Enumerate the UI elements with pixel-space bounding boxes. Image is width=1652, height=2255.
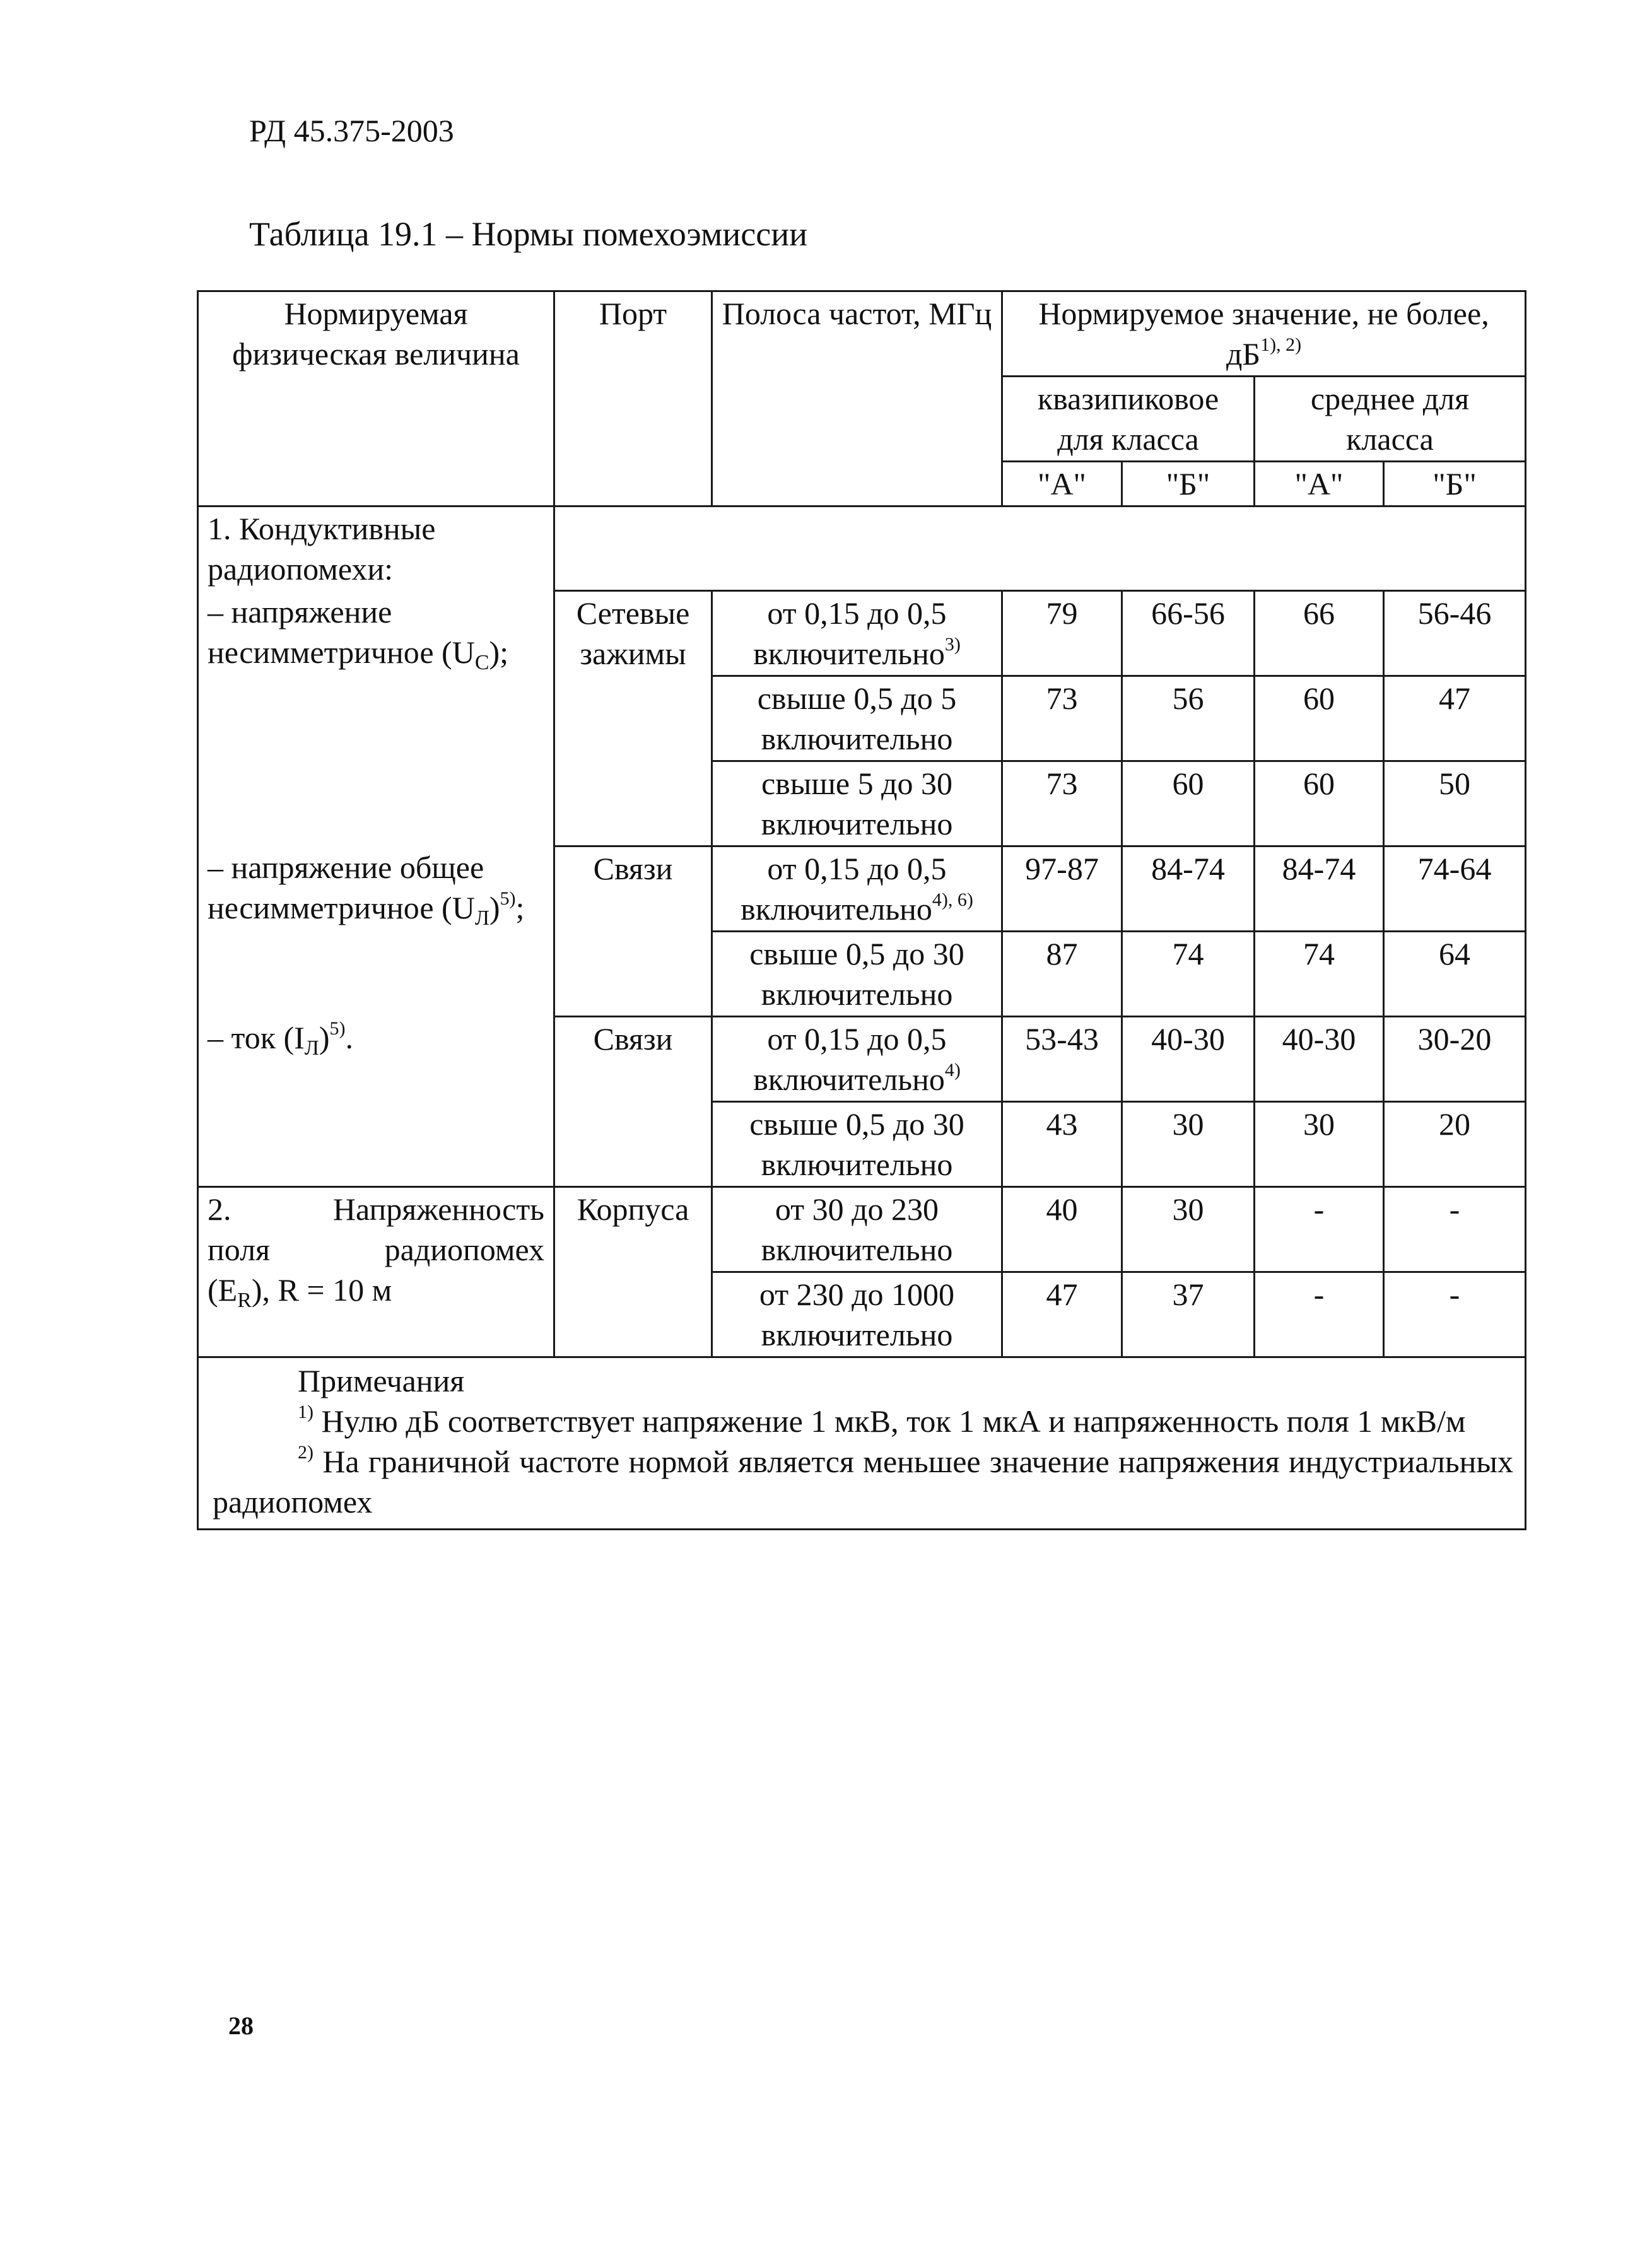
header-port: Порт bbox=[554, 291, 712, 507]
header-average: среднее для класса bbox=[1255, 377, 1526, 462]
value-quasi-b: 30 bbox=[1122, 1101, 1255, 1186]
table-row bbox=[198, 1016, 1526, 1101]
port-telecom: Связи bbox=[554, 846, 712, 1016]
quantity-field-sub: R bbox=[237, 1288, 252, 1312]
note-1 bbox=[213, 1401, 1513, 1441]
quantity-uc-label: – напряжение несимметричное (U bbox=[208, 594, 475, 670]
value-average-a: 66 bbox=[1255, 590, 1384, 676]
header-row bbox=[198, 291, 1526, 377]
value-quasi-a: 73 bbox=[1002, 676, 1122, 761]
quantity-field-label: (E bbox=[208, 1272, 238, 1308]
value-quasi-b: 40-30 bbox=[1122, 1016, 1255, 1101]
band-text: свыше 0,5 до 5 включительно bbox=[712, 676, 1002, 761]
band-text: свыше 5 до 30 включительно bbox=[712, 761, 1002, 846]
quantity-ul bbox=[198, 846, 554, 1016]
note-2-text: На граничной частоте нормой является меньшее значение напряжения индустриальных радиопомех bbox=[213, 1443, 1514, 1520]
quantity-field-tail: ), R = 10 м bbox=[251, 1272, 392, 1308]
value-quasi-b: 30 bbox=[1122, 1186, 1255, 1272]
header-band: Полоса частот, МГц bbox=[712, 291, 1002, 507]
value-average-b: 47 bbox=[1384, 676, 1526, 761]
header-quasi-peak: квазипиковое для класса bbox=[1002, 377, 1255, 462]
quantity-field-word: Напряженность bbox=[332, 1191, 544, 1227]
header-average-class-a: "А" bbox=[1255, 462, 1384, 507]
band-cell bbox=[712, 846, 1002, 931]
quantity-il-sub: Л bbox=[304, 1036, 319, 1060]
document-code: РД 45.375-2003 bbox=[249, 113, 454, 148]
emission-norms-table bbox=[197, 290, 1526, 1530]
value-average-a: 60 bbox=[1255, 761, 1384, 846]
header-quasi-class-a: "А" bbox=[1002, 462, 1122, 507]
port-enclosure: Корпуса bbox=[554, 1186, 712, 1357]
value-average-b: 50 bbox=[1384, 761, 1526, 846]
header-average-class-b: "Б" bbox=[1384, 462, 1526, 507]
quantity-il bbox=[198, 1016, 554, 1186]
section-conducted-row bbox=[198, 507, 1526, 591]
value-quasi-a: 79 bbox=[1002, 590, 1122, 676]
quantity-ul-end: ; bbox=[515, 890, 525, 925]
band-footnote: 4), 6) bbox=[932, 889, 973, 910]
notes-cell bbox=[198, 1357, 1526, 1529]
quantity-il-end: . bbox=[345, 1020, 354, 1055]
value-quasi-a: 47 bbox=[1002, 1272, 1122, 1357]
table-row bbox=[198, 590, 1526, 676]
quantity-ul-sub: Л bbox=[474, 906, 489, 930]
band-text: от 0,15 до 0,5 включительно bbox=[753, 595, 947, 671]
quantity-ul-tail: ) bbox=[489, 890, 500, 925]
value-average-b: 56-46 bbox=[1384, 590, 1526, 676]
band-text: от 0,15 до 0,5 включительно bbox=[741, 850, 947, 927]
section-conducted-title: 1. Кондуктивные радиопомехи: bbox=[198, 507, 554, 591]
value-quasi-a: 40 bbox=[1002, 1186, 1122, 1272]
band-footnote: 4) bbox=[944, 1059, 961, 1081]
value-quasi-a: 97-87 bbox=[1002, 846, 1122, 931]
value-quasi-a: 53-43 bbox=[1002, 1016, 1122, 1101]
value-average-a: 40-30 bbox=[1255, 1016, 1384, 1101]
notes-heading: Примечания bbox=[298, 1362, 465, 1398]
band-footnote: 3) bbox=[944, 633, 961, 655]
quantity-field-line3 bbox=[208, 1270, 544, 1310]
quantity-uc-tail: ); bbox=[489, 635, 509, 670]
value-quasi-b: 37 bbox=[1122, 1272, 1255, 1357]
note-1-text: Нулю дБ соответствует напряжение 1 мкВ, ток 1 мкА и напряженность поля 1 мкВ/м bbox=[313, 1403, 1466, 1439]
header-quantity: Нормируемая физическая величина bbox=[198, 291, 554, 507]
value-average-a: - bbox=[1255, 1272, 1384, 1357]
value-quasi-a: 73 bbox=[1002, 761, 1122, 846]
band-text: свыше 0,5 до 30 включительно bbox=[712, 931, 1002, 1016]
band-text: свыше 0,5 до 30 включительно bbox=[712, 1101, 1002, 1186]
band-text: от 0,15 до 0,5 включительно bbox=[753, 1021, 947, 1097]
value-quasi-b: 56 bbox=[1122, 676, 1255, 761]
value-quasi-b: 74 bbox=[1122, 931, 1255, 1016]
quantity-ul-label: – напряжение общее несимметричное (U bbox=[208, 850, 484, 925]
section-conducted-blank bbox=[554, 507, 1526, 591]
band-cell bbox=[712, 1016, 1002, 1101]
value-quasi-b: 66-56 bbox=[1122, 590, 1255, 676]
quantity-field-w2: радиопомех bbox=[384, 1231, 544, 1267]
value-average-a: 30 bbox=[1255, 1101, 1384, 1186]
value-quasi-a: 87 bbox=[1002, 931, 1122, 1016]
value-quasi-a: 43 bbox=[1002, 1101, 1122, 1186]
header-quasi-class-b: "Б" bbox=[1122, 462, 1255, 507]
table-title: Таблица 19.1 – Нормы помехоэмиссии bbox=[249, 215, 807, 253]
band-text: от 30 до 230 включительно bbox=[712, 1186, 1002, 1272]
quantity-field-num: 2. bbox=[208, 1191, 231, 1227]
value-average-b: 30-20 bbox=[1384, 1016, 1526, 1101]
quantity-uc-sub: С bbox=[474, 651, 489, 674]
value-average-b: - bbox=[1384, 1272, 1526, 1357]
value-average-a: - bbox=[1255, 1186, 1384, 1272]
quantity-field bbox=[198, 1186, 554, 1357]
header-norm-footnote: 1), 2) bbox=[1260, 334, 1302, 355]
note-2 bbox=[213, 1441, 1513, 1522]
value-average-b: 20 bbox=[1384, 1101, 1526, 1186]
notes-row bbox=[198, 1357, 1526, 1529]
quantity-field-line1 bbox=[208, 1189, 544, 1229]
value-average-a: 84-74 bbox=[1255, 846, 1384, 931]
quantity-il-label: – ток (I bbox=[208, 1020, 305, 1055]
value-quasi-b: 60 bbox=[1122, 761, 1255, 846]
quantity-ul-footnote: 5) bbox=[500, 888, 516, 909]
value-average-b: 74-64 bbox=[1384, 846, 1526, 931]
page-number: 28 bbox=[228, 2012, 254, 2040]
quantity-field-line2 bbox=[208, 1229, 544, 1270]
value-average-a: 60 bbox=[1255, 676, 1384, 761]
band-text: от 230 до 1000 включительно bbox=[712, 1272, 1002, 1357]
value-average-a: 74 bbox=[1255, 931, 1384, 1016]
port-telecom: Связи bbox=[554, 1016, 712, 1186]
quantity-uc bbox=[198, 590, 554, 846]
table-row bbox=[198, 846, 1526, 931]
quantity-il-footnote: 5) bbox=[329, 1018, 346, 1039]
port-mains: Сетевые зажимы bbox=[554, 590, 712, 846]
header-norm bbox=[1002, 291, 1526, 377]
quantity-field-w1: поля bbox=[208, 1231, 271, 1267]
header-norm-text: Нормируемое значение, не более, дБ bbox=[1038, 296, 1489, 372]
value-quasi-b: 84-74 bbox=[1122, 846, 1255, 931]
note-2-mark: 2) bbox=[298, 1441, 313, 1463]
band-cell bbox=[712, 590, 1002, 676]
value-average-b: - bbox=[1384, 1186, 1526, 1272]
value-average-b: 64 bbox=[1384, 931, 1526, 1016]
note-1-mark: 1) bbox=[298, 1401, 313, 1422]
quantity-il-tail: ) bbox=[319, 1020, 330, 1055]
table-row bbox=[198, 1186, 1526, 1272]
